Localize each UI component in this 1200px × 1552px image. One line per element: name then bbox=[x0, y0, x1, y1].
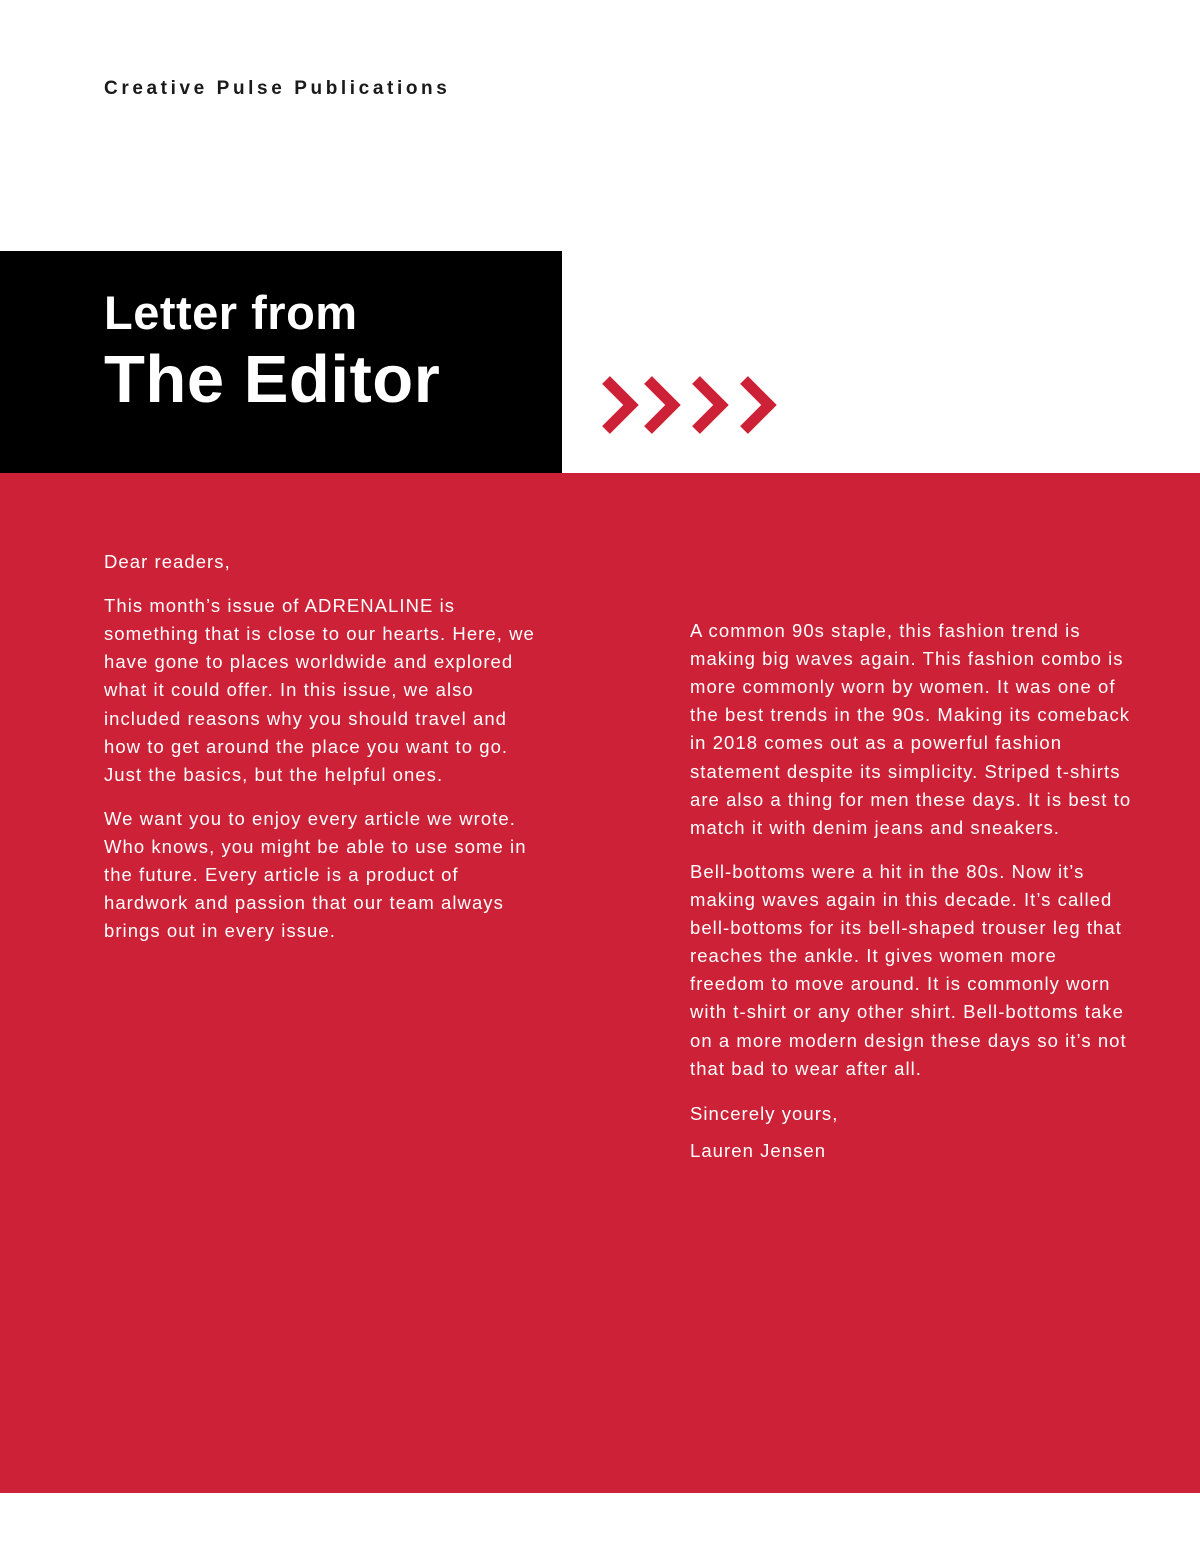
letter-paragraph: Bell-bottoms were a hit in the 80s. Now it’s making waves again in this decade. It’s called bell-bottoms for its bell-shaped trouser leg that reaches the ankle. It gives women more freedom to move around. It is commonly worn with t-shirt or any other shirt. Bell-bottoms take on a more modern design these days so it’s not that bad to wear after all. bbox=[690, 860, 1127, 1079]
page-title-line-2: The Editor bbox=[104, 342, 441, 417]
letter-paragraph: This month’s issue of ADRENALINE is something that is close to our hearts. Here, we have gone to places worldwide and explored what it could offer. In this issue, we also included reasons why you should travel and how to get around the place you want to go. Just the basics, but the helpful ones. bbox=[104, 595, 535, 785]
letter-paragraph: We want you to enjoy every article we wrote. Who knows, you might be able to use some in the future. Every article is a product of hardwork and passion that our team always brings out in every issue. bbox=[104, 807, 527, 942]
letter-salutation: Dear readers, bbox=[104, 551, 231, 572]
letter-closing: Sincerely yours, bbox=[690, 1102, 839, 1124]
title-block bbox=[0, 251, 562, 473]
double-chevron-right-icon bbox=[600, 370, 790, 440]
letter-left-column bbox=[104, 548, 549, 945]
letter-signature: Lauren Jensen bbox=[690, 1140, 827, 1162]
page-title-line-1: Letter from bbox=[104, 286, 358, 339]
letter-right-column bbox=[690, 617, 1135, 1174]
publisher-masthead: Creative Pulse Publications bbox=[104, 78, 451, 99]
letter-paragraph: A common 90s staple, this fashion trend is making big waves again. This fashion combo is more commonly worn by women. It was one of the best trends in the 90s. Making its comeback in 2018 comes out as a powerful fashion statement despite its simplicity. Striped t-shirts are also a thing for men these days. It is best to match it with denim jeans and sneakers. bbox=[690, 620, 1132, 838]
